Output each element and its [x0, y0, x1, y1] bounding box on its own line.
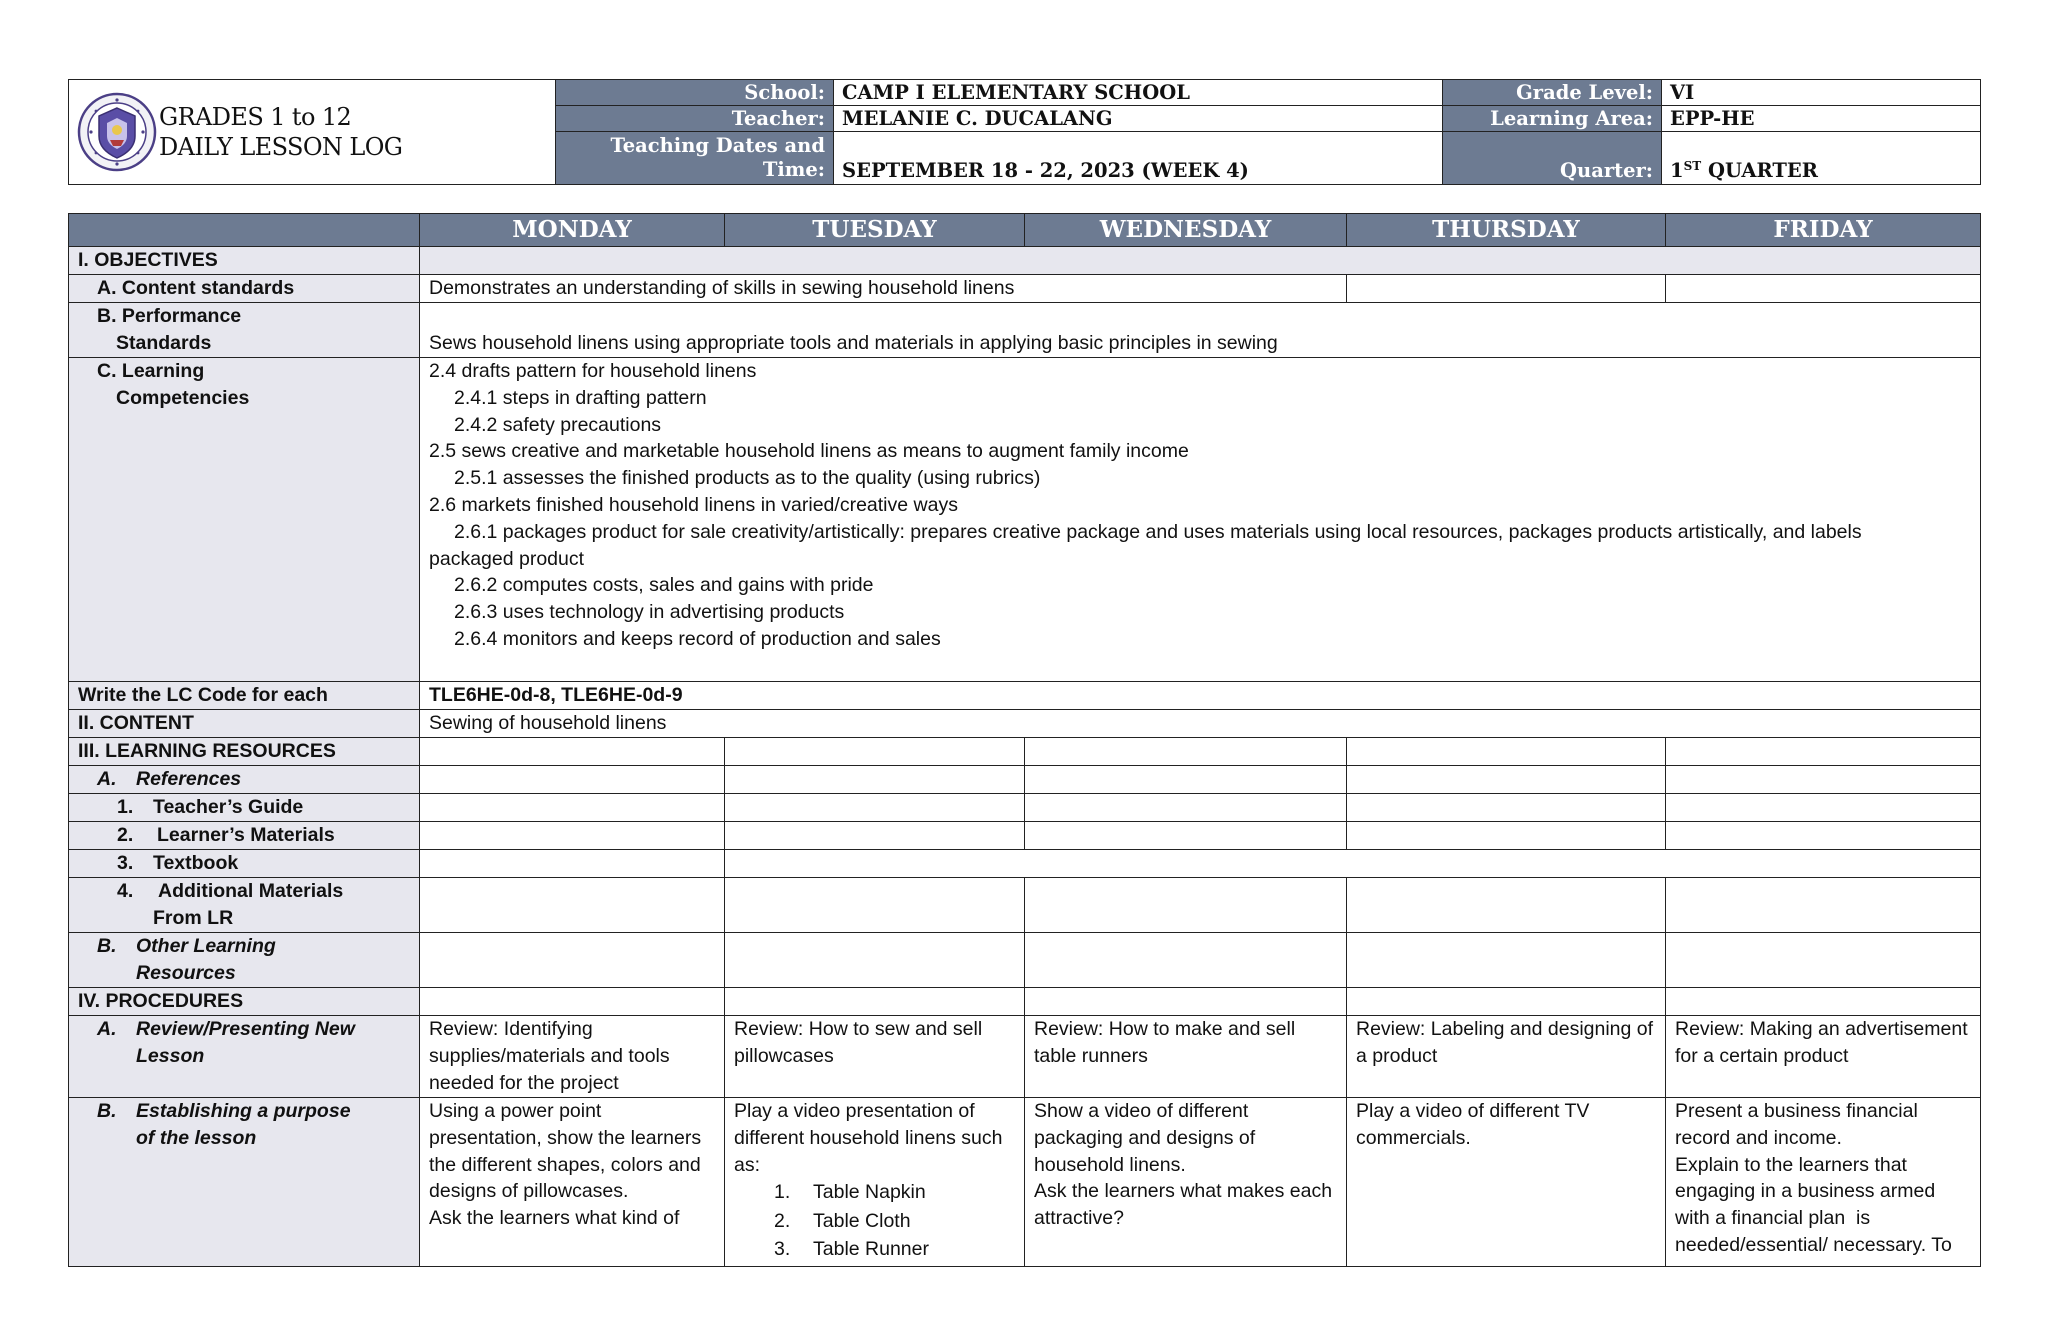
table-cell: [1025, 738, 1347, 766]
table-cell: [1025, 988, 1347, 1016]
day-header-tuesday: TUESDAY: [725, 214, 1025, 247]
deped-seal-icon: [77, 92, 157, 172]
purpose-tuesday-intro: Play a video presentation of different household linens such as:: [734, 1100, 1003, 1176]
content-value: Sewing of household linens: [420, 710, 1981, 738]
teacher-label: Teacher:: [556, 106, 834, 132]
other-resources-key: B.: [97, 935, 117, 957]
teaching-dates-label-line-1: Teaching Dates and: [610, 134, 825, 157]
day-header-wednesday: WEDNESDAY: [1025, 214, 1347, 247]
list-item-number: 3.: [774, 1238, 791, 1261]
table-cell: [725, 822, 1025, 850]
table-cell: [1347, 822, 1666, 850]
review-tuesday: Review: How to sew and sell pillowcases: [725, 1016, 1025, 1098]
table-cell: [1347, 988, 1666, 1016]
teachers-guide-label: [69, 794, 420, 822]
review-label: [69, 1016, 420, 1098]
other-resources-text-2: Resources: [136, 961, 236, 984]
table-cell: [1347, 766, 1666, 794]
table-cell: [1025, 933, 1347, 988]
content-label: II. CONTENT: [69, 710, 420, 738]
list-item-text: Table Cloth: [813, 1209, 911, 1232]
textbook-text: Textbook: [153, 852, 239, 874]
review-monday: Review: Identifying supplies/materials and tools needed for the project: [420, 1016, 725, 1098]
quarter-word: QUARTER: [1701, 159, 1818, 182]
competency-item: 2.6 markets finished household linens in varied/creative ways: [429, 493, 958, 516]
table-cell: [1666, 822, 1981, 850]
learning-competencies-value: [420, 358, 1981, 682]
title-line-1: GRADES 1 to 12: [159, 103, 352, 131]
competency-item: 2.4.2 safety precautions: [454, 413, 662, 436]
learning-resources-heading: III. LEARNING RESOURCES: [69, 738, 420, 766]
purpose-tuesday: [725, 1098, 1025, 1267]
content-standards-thursday: [1347, 275, 1666, 303]
table-cell: [1666, 738, 1981, 766]
purpose-thursday: Play a video of different TV commercials.: [1347, 1098, 1666, 1267]
table-cell: [420, 738, 725, 766]
table-cell: [725, 794, 1025, 822]
table-cell: [1666, 794, 1981, 822]
competency-item: 2.5.1 assesses the finished products as to the quality (using rubrics): [454, 467, 1041, 490]
additional-materials-text-1: Additional Materials: [158, 880, 344, 902]
textbook-num: 3.: [117, 852, 134, 874]
competency-item: packaged product: [429, 547, 585, 570]
linens-list: [734, 1178, 1015, 1264]
additional-materials-num: 4.: [117, 880, 134, 902]
competency-item: 2.6.3 uses technology in advertising products: [454, 601, 845, 624]
review-wednesday: Review: How to make and sell table runners: [1025, 1016, 1347, 1098]
competency-item: 2.6.1 packages product for sale creativity/artistically: prepares creative package and uses materials using local resources, packages products artistically, and labels: [454, 520, 1862, 543]
purpose-text-2: of the lesson: [136, 1126, 257, 1149]
competency-item: 2.6.2 computes costs, sales and gains with pride: [454, 574, 874, 597]
list-item-number: 2.: [774, 1209, 791, 1232]
objectives-heading: I. OBJECTIVES: [69, 247, 420, 275]
table-cell: [1347, 878, 1666, 933]
grade-level-value: VI: [1662, 80, 1981, 106]
table-cell: [725, 988, 1025, 1016]
content-standards-label: A. Content standards: [69, 275, 420, 303]
table-cell: [1025, 794, 1347, 822]
performance-standards-label-line-1: B. Performance: [97, 305, 242, 327]
table-cell: [420, 933, 725, 988]
teachers-guide-num: 1.: [117, 796, 134, 818]
table-cell: [725, 766, 1025, 794]
learning-competencies-label-line-2: Competencies: [116, 386, 250, 409]
textbook-label: [69, 850, 420, 878]
table-cell: [725, 878, 1025, 933]
list-item: [774, 1235, 1015, 1264]
additional-materials-label: [69, 878, 420, 933]
school-value: CAMP I ELEMENTARY SCHOOL: [834, 80, 1443, 106]
learners-materials-num: 2.: [117, 824, 134, 846]
objectives-heading-blank: [420, 247, 1981, 275]
school-label: School:: [556, 80, 834, 106]
review-text-1: Review/Presenting New: [136, 1018, 355, 1040]
table-cell: [420, 878, 725, 933]
quarter-number: 1: [1670, 159, 1684, 182]
learning-area-label: Learning Area:: [1443, 106, 1662, 132]
day-header-thursday: THURSDAY: [1347, 214, 1666, 247]
review-friday: Review: Making an advertisement for a certain product: [1666, 1016, 1981, 1098]
references-label: [69, 766, 420, 794]
references-text: References: [136, 768, 242, 790]
review-text-2: Lesson: [136, 1044, 205, 1067]
review-key: A.: [97, 1018, 117, 1040]
content-standards-value: Demonstrates an understanding of skills in sewing household linens: [420, 275, 1347, 303]
table-cell: [420, 766, 725, 794]
lc-code-value: TLE6HE-0d-8, TLE6HE-0d-9: [420, 682, 1981, 710]
table-cell: [725, 933, 1025, 988]
learners-materials-text: Learner’s Materials: [157, 824, 335, 846]
performance-standards-label: [69, 303, 420, 358]
procedures-heading: IV. PROCEDURES: [69, 988, 420, 1016]
learning-competencies-label: [69, 358, 420, 682]
table-cell: [420, 822, 725, 850]
list-item: [774, 1207, 1015, 1236]
purpose-monday: Using a power point presentation, show the learners the different shapes, colors and designs of pillowcases. Ask the learners what kind of: [420, 1098, 725, 1267]
teacher-value: MELANIE C. DUCALANG: [834, 106, 1443, 132]
learners-materials-label: [69, 822, 420, 850]
purpose-text-1: Establishing a purpose: [136, 1100, 351, 1122]
purpose-key: B.: [97, 1100, 117, 1122]
teaching-dates-label-line-2: Time:: [762, 158, 825, 181]
purpose-wednesday: Show a video of different packaging and designs of household linens. Ask the learners what makes each attractive?: [1025, 1098, 1347, 1267]
competency-item: 2.4.1 steps in drafting pattern: [454, 386, 707, 409]
lesson-log-header: [68, 79, 1981, 185]
references-key: A.: [97, 768, 117, 790]
additional-materials-text-2: From LR: [153, 906, 234, 929]
table-cell: [420, 850, 725, 878]
other-resources-label: [69, 933, 420, 988]
list-item-number: 1.: [774, 1181, 791, 1204]
performance-standards-value: Sews household linens using appropriate tools and materials in applying basic principles in sewing: [420, 303, 1981, 358]
quarter-value: [1662, 132, 1981, 185]
content-standards-friday: [1666, 275, 1981, 303]
list-item-text: Table Runner: [813, 1238, 929, 1261]
table-cell: [1666, 878, 1981, 933]
day-header-friday: FRIDAY: [1666, 214, 1981, 247]
table-cell: [1347, 933, 1666, 988]
table-cell: [420, 988, 725, 1016]
table-cell: [1666, 766, 1981, 794]
table-cell: [1025, 878, 1347, 933]
teachers-guide-text: Teacher’s Guide: [153, 796, 304, 818]
teaching-dates-value: SEPTEMBER 18 - 22, 2023 (WEEK 4): [834, 132, 1443, 185]
title-block: [69, 80, 556, 185]
purpose-friday: Present a business financial record and income. Explain to the learners that engaging in a business armed with a financial plan is needed/essential/ necessary. To: [1666, 1098, 1981, 1267]
other-resources-text-1: Other Learning: [136, 935, 276, 957]
title-line-2: DAILY LESSON LOG: [159, 133, 403, 161]
table-cell: [1666, 988, 1981, 1016]
table-cell: [420, 794, 725, 822]
competency-item: 2.6.4 monitors and keeps record of production and sales: [454, 627, 941, 650]
quarter-label: Quarter:: [1443, 132, 1662, 185]
table-cell: [1666, 933, 1981, 988]
grade-level-label: Grade Level:: [1443, 80, 1662, 106]
table-cell: [1347, 794, 1666, 822]
performance-standards-label-line-2: Standards: [116, 331, 212, 354]
teaching-dates-label: [556, 132, 834, 185]
day-header-corner: [69, 214, 420, 247]
table-cell: [725, 850, 1981, 878]
purpose-label: [69, 1098, 420, 1267]
lesson-log-table: [68, 213, 1981, 1267]
lc-code-label: Write the LC Code for each: [69, 682, 420, 710]
quarter-suffix: ST: [1683, 159, 1702, 173]
competency-item: 2.5 sews creative and marketable household linens as means to augment family income: [429, 440, 1189, 463]
table-cell: [1025, 766, 1347, 794]
list-item-text: Table Napkin: [813, 1181, 926, 1204]
table-cell: [725, 738, 1025, 766]
learning-competencies-label-line-1: C. Learning: [97, 360, 205, 382]
learning-area-value: EPP-HE: [1662, 106, 1981, 132]
competency-item: 2.4 drafts pattern for household linens: [429, 360, 757, 382]
table-cell: [1025, 822, 1347, 850]
table-cell: [1347, 738, 1666, 766]
list-item: [774, 1178, 1015, 1207]
review-thursday: Review: Labeling and designing of a product: [1347, 1016, 1666, 1098]
day-header-monday: MONDAY: [420, 214, 725, 247]
